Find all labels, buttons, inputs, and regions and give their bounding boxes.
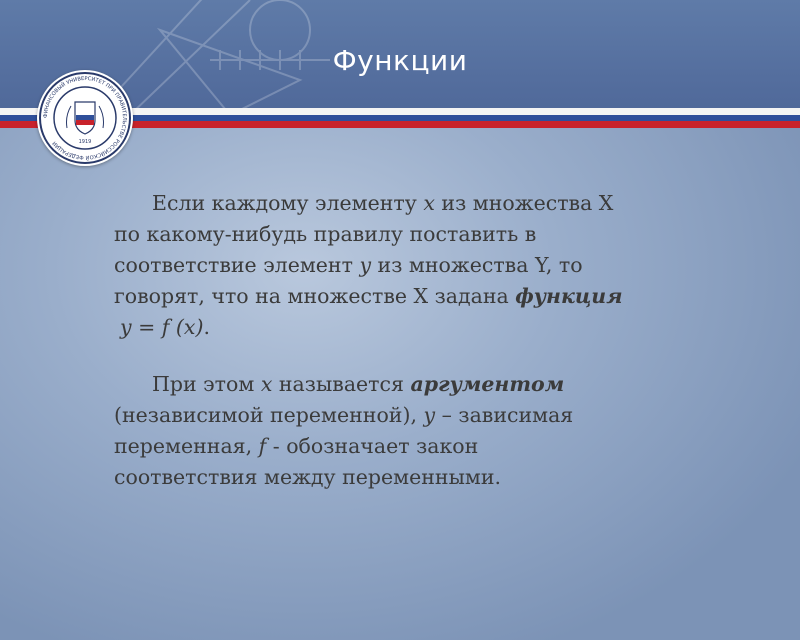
slide-title: Функции (332, 44, 468, 77)
definition-paragraph (114, 188, 674, 343)
term-argument: аргументом (410, 372, 565, 396)
text-line: говорят, что на множестве X задана функция (114, 284, 623, 308)
text-line: Если каждому элементу x из множества X (152, 191, 614, 215)
term-function: функция (515, 284, 623, 308)
seal-icon (37, 70, 133, 166)
argument-paragraph (114, 369, 674, 493)
text-line: переменная, f - обозначает закон (114, 434, 479, 458)
slide-body (114, 188, 674, 493)
seal-ring-text: ФИНАНСОВЫЙ УНИВЕРСИТЕТ ПРИ ПРАВИТЕЛЬСТВЕ РОССИЙСКОЙ ФЕДЕРАЦИИ (42, 75, 128, 161)
text-line: При этом x называется аргументом (152, 372, 565, 396)
text-line: по какому-нибудь правилу поставить в (114, 222, 537, 246)
text-line: соответствие элемент y из множества Y, то (114, 253, 583, 277)
formula: y = f (x). (120, 315, 210, 339)
text-line: (независимой переменной), y – зависимая (114, 403, 574, 427)
seal-year: 1919 (78, 139, 92, 145)
university-seal-logo (37, 70, 133, 166)
text-line: соответствия между переменными. (114, 465, 502, 489)
